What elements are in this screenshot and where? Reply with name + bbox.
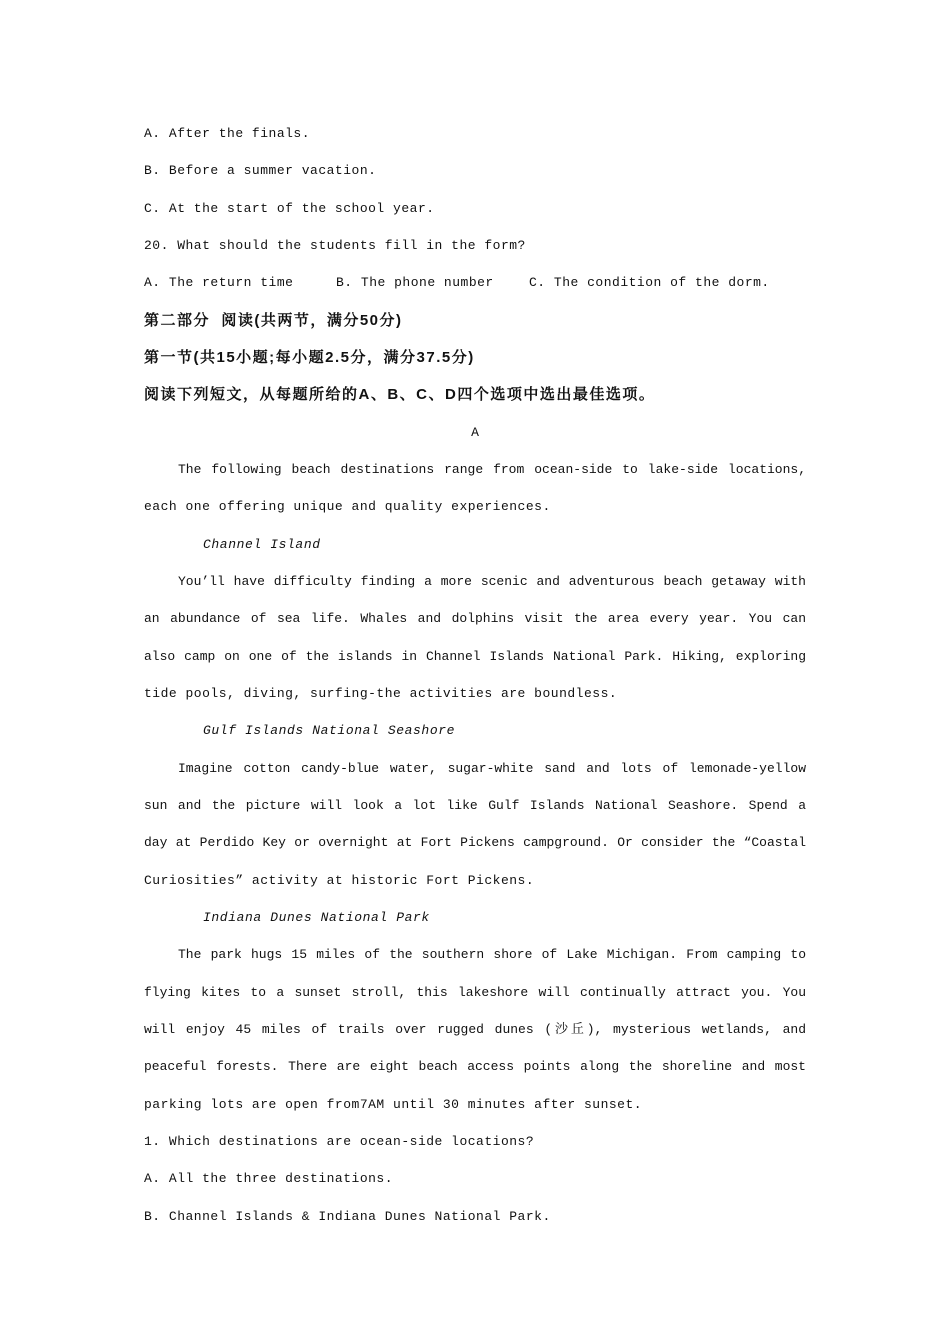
document-page (144, 115, 806, 1235)
paragraph-line: flying kites to a sunset stroll, this lakeshore will continually attract you. You (144, 984, 806, 1000)
destination-heading: Channel Island (203, 536, 321, 552)
paragraph-line: Curiosities” activity at historic Fort Pickens. (144, 872, 535, 888)
q20-stem: 20. What should the students fill in the form? (144, 237, 526, 253)
q19-option-b: B. Before a summer vacation. (144, 163, 377, 179)
intro-line: each one offering unique and quality experiences. (144, 499, 551, 515)
paragraph-line: parking lots are open from7AM until 30 minutes after sunset. (144, 1096, 643, 1112)
q20-options (144, 264, 806, 301)
intro-line: The following beach destinations range from ocean-side to lake-side locations, (178, 461, 806, 477)
paragraph-line: Imagine cotton candy-blue water, sugar-white sand and lots of lemonade-yellow (178, 760, 806, 776)
paragraph-line: peaceful forests. There are eight beach access points along the shoreline and most (144, 1059, 806, 1075)
destination-heading: Indiana Dunes National Park (203, 909, 430, 925)
q1-option-b: B. Channel Islands & Indiana Dunes National Park. (144, 1208, 551, 1224)
q20-option-b: B. The phone number (336, 275, 494, 291)
paragraph-line: The park hugs 15 miles of the southern shore of Lake Michigan. From camping to (178, 947, 806, 963)
paragraph-line: You’ll have difficulty finding a more scenic and adventurous beach getaway with (178, 573, 806, 589)
q19-option-a: A. After the finals. (144, 126, 311, 141)
section-instruction: 阅读下列短文，从每题所给的A、B、C、D四个选项中选出最佳选项。 (144, 386, 656, 404)
paragraph-line: day at Perdido Key or overnight at Fort Pickens campground. Or consider the “Coastal (144, 835, 806, 851)
part-title: 第二部分 阅读(共两节，满分50分) (144, 311, 403, 329)
passage-label: A (471, 424, 479, 440)
q20-option-a: A. The return time (144, 275, 294, 291)
paragraph-line: also camp on one of the islands in Channel Islands National Park. Hiking, exploring (144, 648, 806, 664)
q1-stem: 1. Which destinations are ocean-side locations? (144, 1133, 535, 1149)
paragraph-line: will enjoy 45 miles of trails over rugged dunes (沙丘), mysterious wetlands, and (144, 1021, 806, 1037)
paragraph-line: an abundance of sea life. Whales and dolphins visit the area every year. You can (144, 611, 806, 627)
q1-option-a: A. All the three destinations. (144, 1171, 394, 1187)
subsection-title: 第一节(共15小题;每小题2.5分，满分37.5分) (144, 348, 475, 366)
paragraph-line: tide pools, diving, surfing-the activities are boundless. (144, 685, 618, 701)
paragraph-line: sun and the picture will look a lot like Gulf Islands National Seashore. Spend a (144, 797, 806, 813)
q20-option-c: C. The condition of the dorm. (529, 275, 770, 291)
q19-option-c: C. At the start of the school year. (144, 200, 435, 216)
destination-heading: Gulf Islands National Seashore (203, 723, 456, 739)
